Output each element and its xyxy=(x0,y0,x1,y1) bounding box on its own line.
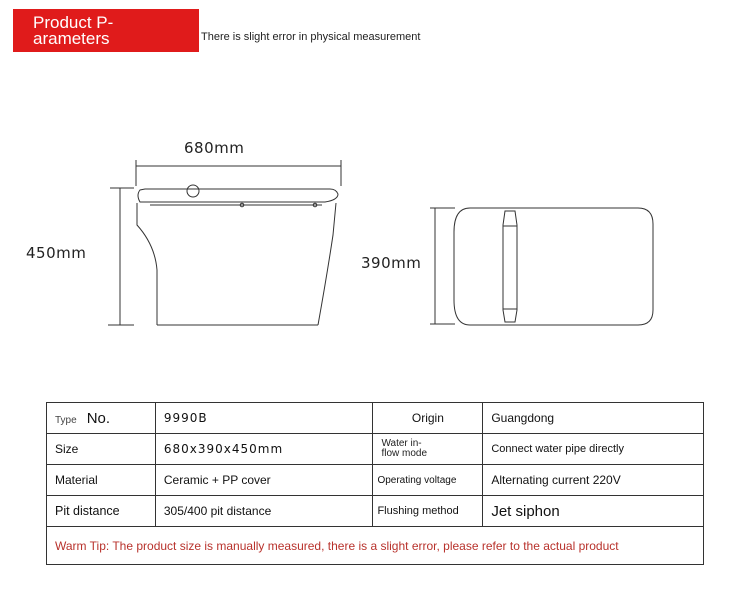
type-label: Type xyxy=(55,414,77,426)
water-inflow-label-line2: flow mode xyxy=(381,448,428,459)
length-dimension-label: 680mm xyxy=(184,139,245,157)
table-row xyxy=(47,434,704,465)
table-row xyxy=(47,465,704,496)
warm-tip: Warm Tip: The product size is manually measured, there is a slight error, please refer to the actual product xyxy=(47,527,704,565)
flushing-method-label: Flushing method xyxy=(373,496,483,527)
top-view-drawing xyxy=(430,208,653,325)
water-inflow-label-cell xyxy=(373,434,483,465)
water-inflow-label-line1: Water in- xyxy=(381,438,422,449)
operating-voltage-value: Alternating current 220V xyxy=(483,465,704,496)
section-title-line2: arameters xyxy=(33,29,110,48)
origin-label: Origin xyxy=(373,403,483,434)
height-dimension-label: 450mm xyxy=(26,244,87,262)
material-label: Material xyxy=(47,465,156,496)
width-dimension-label: 390mm xyxy=(361,254,422,272)
table-row xyxy=(47,496,704,527)
pit-distance-label: Pit distance xyxy=(47,496,156,527)
size-label: Size xyxy=(47,434,156,465)
measurement-note: There is slight error in physical measurement xyxy=(201,31,421,43)
table-row xyxy=(47,527,704,565)
origin-value: Guangdong xyxy=(483,403,704,434)
section-title-line1: Product P- xyxy=(33,13,114,32)
spec-table xyxy=(46,402,704,565)
flushing-method-value: Jet siphon xyxy=(483,496,704,527)
type-no-label-cell xyxy=(47,403,156,434)
side-view-drawing xyxy=(108,160,341,325)
material-value: Ceramic + PP cover xyxy=(155,465,373,496)
model-value: 9990B xyxy=(155,403,373,434)
no-label: No. xyxy=(86,409,111,427)
table-row xyxy=(47,403,704,434)
size-value: 680x390x450mm xyxy=(155,434,373,465)
operating-voltage-label: Operating voltage xyxy=(373,465,483,496)
water-inflow-value: Connect water pipe directly xyxy=(483,434,704,465)
pit-distance-value: 305/400 pit distance xyxy=(155,496,373,527)
